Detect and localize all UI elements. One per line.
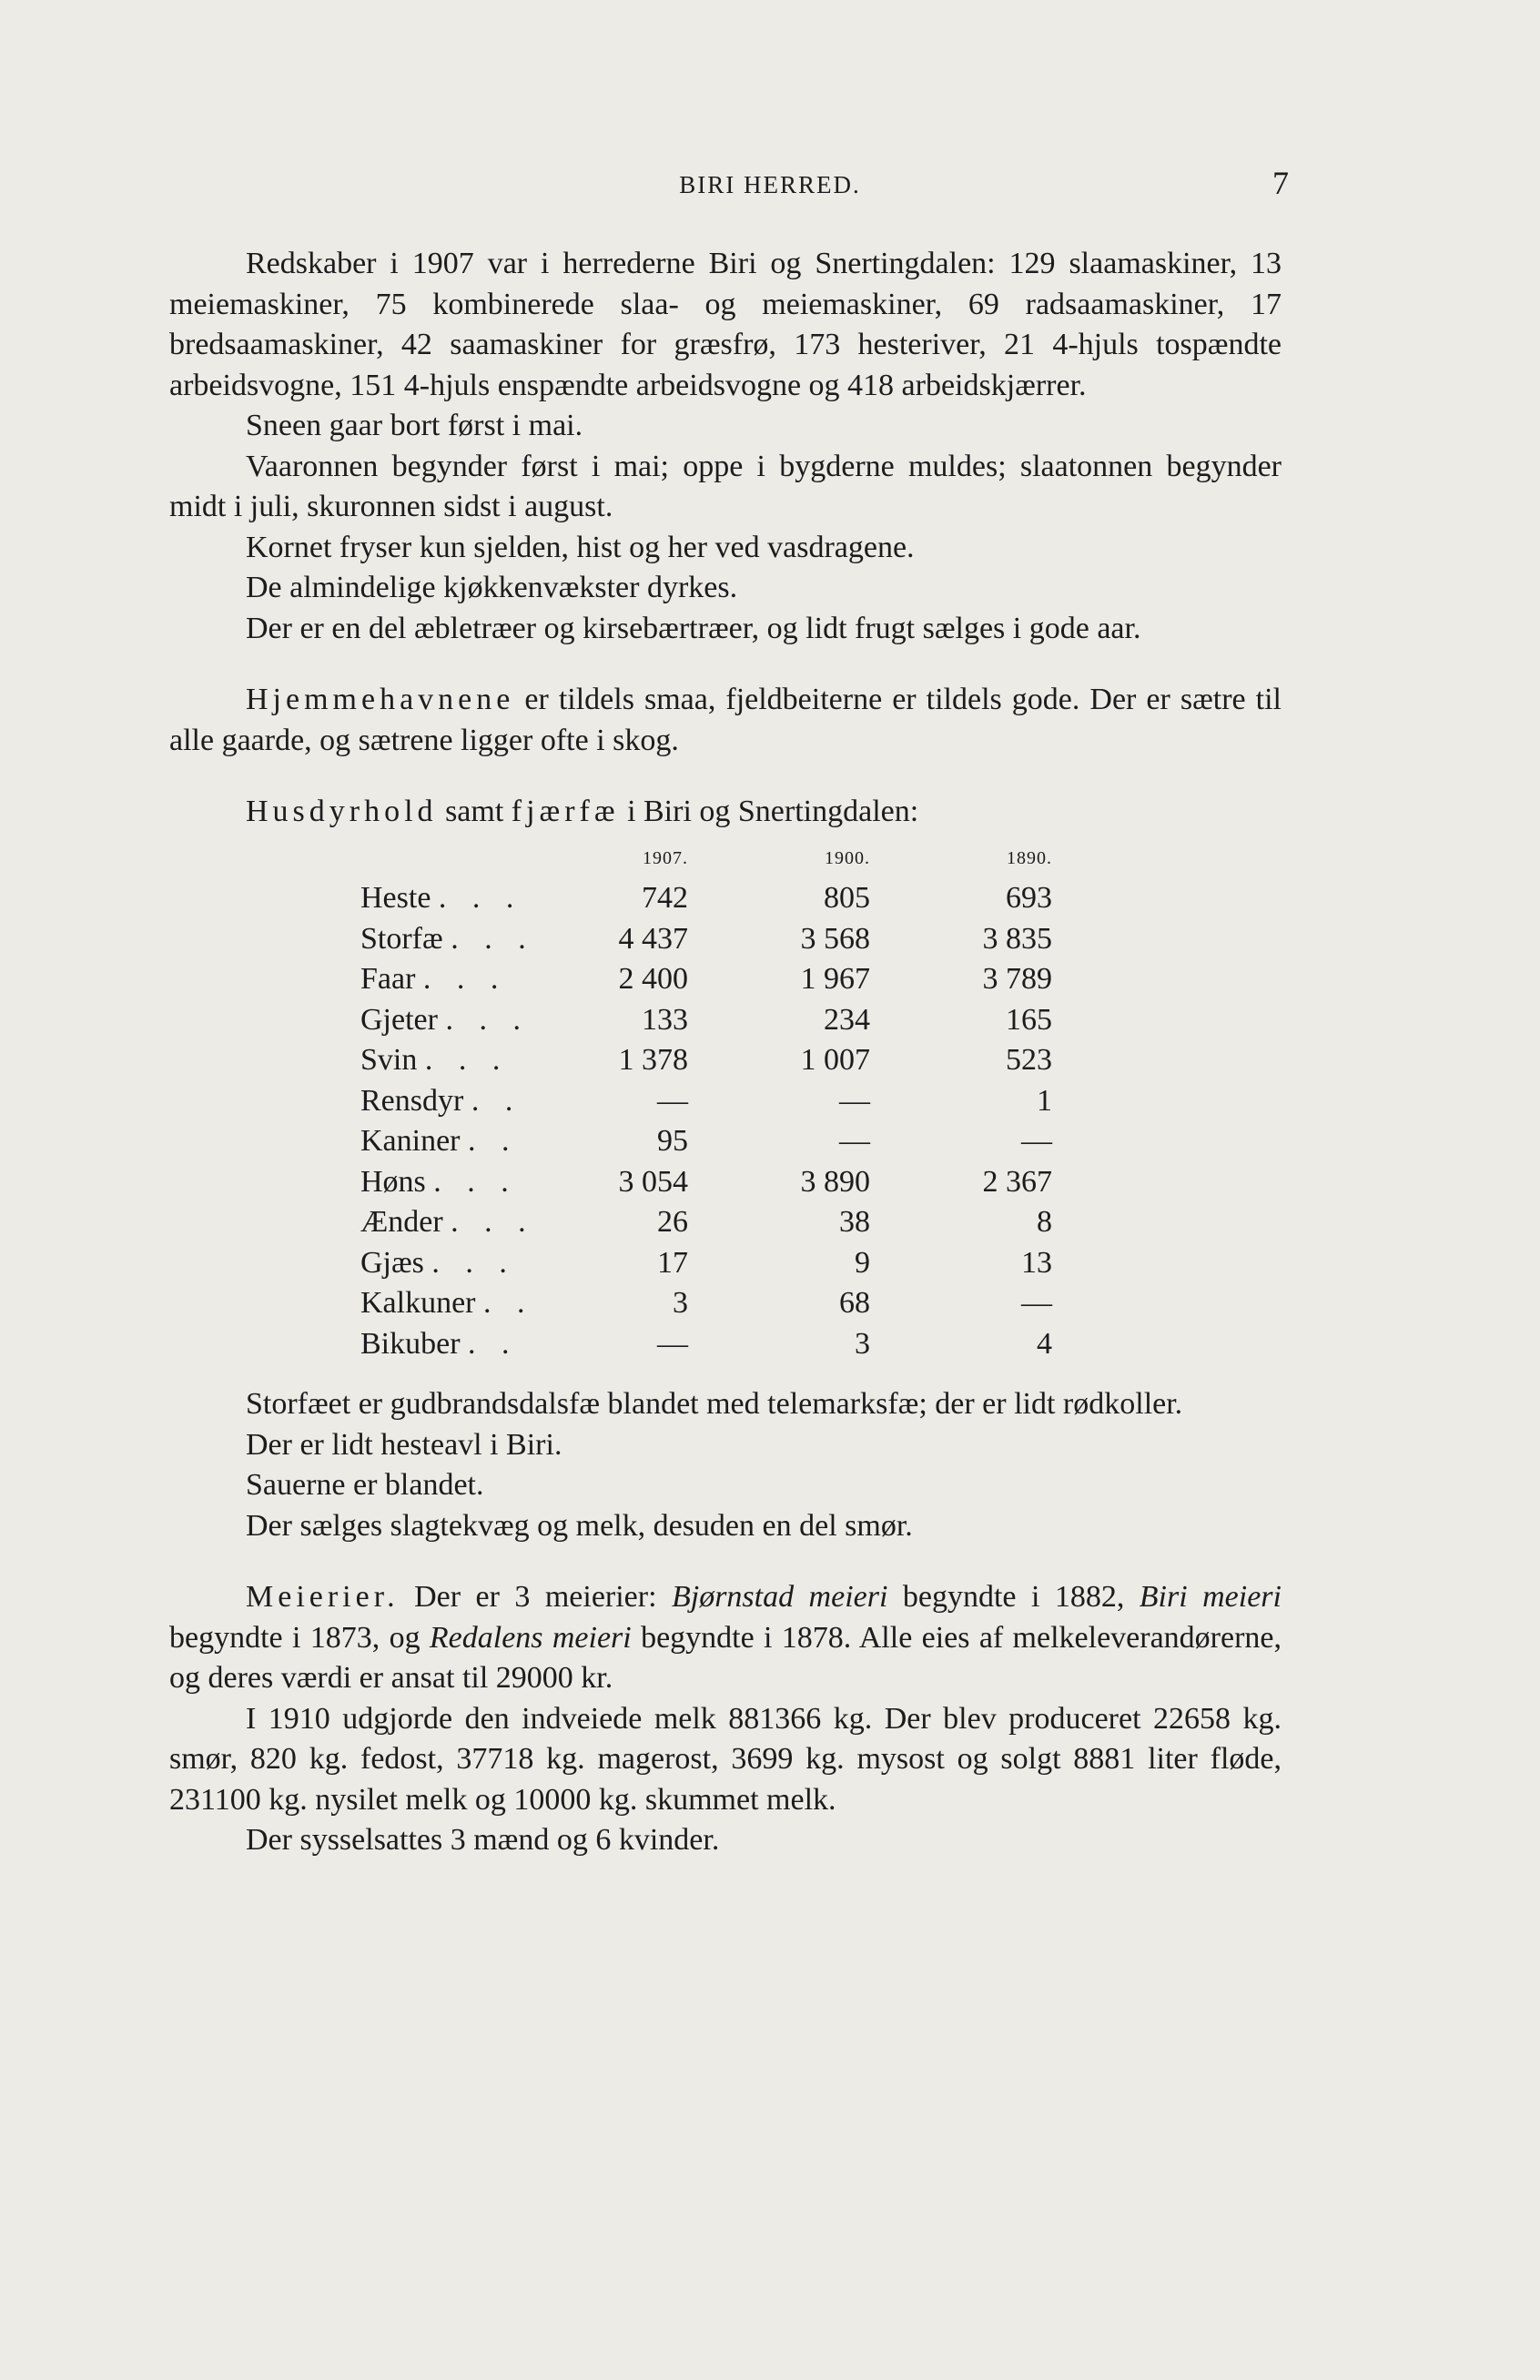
value-cell: 3 bbox=[855, 1326, 870, 1361]
paragraph-storfaeet: Storfæet er gudbrandsdalsfæ blandet med telemarksfæ; der er lidt rødkoller. bbox=[246, 1387, 1183, 1421]
row-label-cell bbox=[360, 1243, 561, 1284]
value-cell: 1 378 bbox=[618, 1043, 688, 1077]
animal-label: Svin bbox=[360, 1043, 418, 1077]
column-header: 1907. bbox=[643, 847, 688, 868]
value-cell: 2 400 bbox=[618, 962, 688, 996]
paragraph-sauerne: Sauerne er blandet. bbox=[246, 1468, 484, 1502]
meieri-name: Bjørnstad meieri bbox=[671, 1580, 888, 1614]
value-cell: 3 789 bbox=[982, 962, 1052, 996]
livestock-heading-word2: fjærfæ bbox=[511, 795, 620, 828]
leader-dots: . . . bbox=[433, 1164, 518, 1199]
value-cell: 234 bbox=[824, 1002, 870, 1037]
leader-dots: . . . bbox=[445, 1002, 530, 1037]
value-cell: 133 bbox=[642, 1002, 688, 1037]
paragraph-sneen: Sneen gaar bort først i mai. bbox=[246, 409, 583, 442]
leader-dots: . . bbox=[468, 1326, 519, 1361]
meieri-name: Redalens meieri bbox=[429, 1620, 632, 1655]
paragraph-vaaronnen: Vaaronnen begynder først i mai; oppe i bygderne muldes; slaatonnen begynder midt i juli, skuronnen sidst i august. bbox=[169, 449, 1282, 523]
value-cell: 1 bbox=[1037, 1083, 1052, 1118]
table-row bbox=[360, 1202, 1052, 1243]
hjemmehavnene-heading: Hjemmehavnene bbox=[246, 683, 515, 716]
row-label-cell bbox=[360, 1283, 561, 1324]
body-text bbox=[169, 244, 1282, 1861]
value-cell: 1 007 bbox=[800, 1043, 870, 1077]
value-cell: 68 bbox=[839, 1286, 870, 1320]
value-cell: — bbox=[839, 1124, 870, 1158]
row-label-cell bbox=[360, 959, 561, 1000]
meierier-text: begyndte i 1878. Alle eies af melkeleverandørerne, og deres værdi er ansat til 29000 kr. bbox=[169, 1620, 1282, 1695]
table-row bbox=[360, 1121, 1052, 1162]
value-cell: 3 568 bbox=[800, 921, 870, 956]
leader-dots: . . bbox=[471, 1083, 522, 1118]
value-cell: 3 bbox=[673, 1286, 688, 1320]
livestock-heading-tail: i Biri og Snertingdalen: bbox=[619, 795, 919, 828]
value-cell: 17 bbox=[657, 1245, 688, 1280]
paragraph-frugt: Der er en del æbletræer og kirsebærtræer, og lidt frugt sælges i gode aar. bbox=[246, 611, 1141, 645]
paragraph-melk-1910: I 1910 udgjorde den indveiede melk 881366 kg. Der blev produceret 22658 kg. smør, 820 kg. fedost, 37718 kg. magerost, 3699 kg. mysost og solgt 8881 liter fløde, 231100 kg. nysilet melk og 10000 kg. skummet melk. bbox=[169, 1701, 1282, 1817]
paragraph-hjemmehavnene bbox=[169, 680, 1282, 761]
animal-label: Kaniner bbox=[360, 1124, 461, 1158]
animal-label: Heste bbox=[360, 881, 431, 915]
livestock-table-body bbox=[360, 878, 1052, 1364]
animal-label: Høns bbox=[360, 1164, 426, 1199]
value-cell: 26 bbox=[657, 1205, 688, 1239]
table-row bbox=[360, 1040, 1052, 1081]
value-cell: 2 367 bbox=[982, 1164, 1052, 1199]
leader-dots: . . . bbox=[438, 881, 523, 915]
value-cell: 742 bbox=[642, 881, 688, 915]
row-label-cell bbox=[360, 1040, 561, 1081]
value-cell: 523 bbox=[1006, 1043, 1052, 1077]
meierier-text: begyndte i 1882, bbox=[887, 1580, 1140, 1614]
leader-dots: . . bbox=[483, 1286, 534, 1320]
paragraph-sysselsattes: Der sysselsattes 3 mænd og 6 kvinder. bbox=[246, 1823, 720, 1857]
column-header: 1890. bbox=[1007, 847, 1052, 868]
livestock-table bbox=[360, 838, 1052, 1365]
meieri-name: Biri meieri bbox=[1139, 1580, 1282, 1614]
page-number: 7 bbox=[1272, 165, 1289, 201]
value-cell: — bbox=[657, 1083, 688, 1118]
row-label-cell bbox=[360, 1081, 561, 1122]
value-cell: 3 890 bbox=[800, 1164, 870, 1199]
column-header: 1900. bbox=[825, 847, 870, 868]
value-cell: 9 bbox=[855, 1245, 870, 1280]
livestock-heading-word1: Husdyrhold bbox=[246, 795, 438, 828]
table-row bbox=[360, 1081, 1052, 1122]
row-label-cell bbox=[360, 1000, 561, 1041]
leader-dots: . . bbox=[468, 1124, 519, 1158]
livestock-heading-mid: samt bbox=[437, 795, 512, 828]
animal-label: Kalkuner bbox=[360, 1286, 476, 1320]
value-cell: 805 bbox=[824, 881, 870, 915]
leader-dots: . . . bbox=[431, 1245, 516, 1280]
value-cell: — bbox=[657, 1326, 688, 1361]
paragraph-meierier bbox=[169, 1577, 1282, 1699]
leader-dots: . . . bbox=[451, 1205, 535, 1239]
value-cell: 693 bbox=[1006, 881, 1052, 915]
row-label-cell bbox=[360, 1162, 561, 1203]
leader-dots: . . . bbox=[451, 921, 535, 956]
value-cell: — bbox=[1021, 1286, 1052, 1320]
leader-dots: . . . bbox=[424, 1043, 510, 1077]
value-cell: 13 bbox=[1021, 1245, 1052, 1280]
livestock-heading bbox=[169, 792, 1282, 833]
paragraph-kjokkenvaekster: De almindelige kjøkkenvækster dyrkes. bbox=[246, 571, 738, 604]
table-row bbox=[360, 1324, 1052, 1365]
row-label-cell bbox=[360, 919, 561, 960]
animal-label: Faar bbox=[360, 962, 416, 996]
value-cell: 1 967 bbox=[800, 962, 870, 996]
animal-label: Rensdyr bbox=[360, 1083, 464, 1118]
animal-label: Bikuber bbox=[360, 1326, 461, 1361]
page-header bbox=[0, 164, 1540, 209]
value-cell: 38 bbox=[839, 1205, 870, 1239]
meierier-text: Der er 3 meierier: bbox=[399, 1580, 672, 1614]
hjemmehavnene-text: er tildels smaa, fjeldbeiterne er tildels gode. Der er sætre til alle gaarde, og sætrene ligger ofte i skog. bbox=[169, 683, 1282, 757]
value-cell: 3 835 bbox=[982, 921, 1052, 956]
value-cell: 8 bbox=[1037, 1205, 1052, 1239]
leader-dots: . . . bbox=[422, 962, 508, 996]
table-row bbox=[360, 878, 1052, 919]
table-row bbox=[360, 1162, 1052, 1203]
table-row bbox=[360, 1243, 1052, 1284]
table-row bbox=[360, 919, 1052, 960]
table-header-row bbox=[360, 838, 1052, 879]
table-row bbox=[360, 959, 1052, 1000]
meierier-heading: Meierier. bbox=[246, 1580, 400, 1614]
meierier-text: begyndte i 1873, og bbox=[169, 1620, 430, 1655]
animal-label: Gjæs bbox=[360, 1245, 424, 1280]
running-title: BIRI HERRED. bbox=[679, 171, 861, 198]
value-cell: 4 bbox=[1037, 1326, 1052, 1361]
value-cell: — bbox=[839, 1083, 870, 1118]
value-cell: 3 054 bbox=[618, 1164, 688, 1199]
row-label-cell bbox=[360, 1202, 561, 1243]
table-row bbox=[360, 1283, 1052, 1324]
paragraph-kornet: Kornet fryser kun sjelden, hist og her ved vasdragene. bbox=[246, 530, 915, 564]
value-cell: 95 bbox=[657, 1124, 688, 1158]
paragraph-redskaber: Redskaber i 1907 var i herrederne Biri og Snertingdalen: 129 slaamaskiner, 13 meiemaskiner, 75 kombinerede slaa- og meiemaskiner, 69 radsaamaskiner, 17 bredsaamaskiner, 42 saamaskiner for græsfrø, 173 hesteriver, 21 4-hjuls tospændte arbeidsvogne, 151 4-hjuls enspændte arbeidsvogne og 418 arbeidskjærrer. bbox=[169, 247, 1282, 402]
value-cell: — bbox=[1021, 1124, 1052, 1158]
animal-label: Storfæ bbox=[360, 921, 443, 956]
row-label-cell bbox=[360, 1324, 561, 1365]
animal-label: Gjeter bbox=[360, 1002, 438, 1037]
paragraph-slagtekvaeg: Der sælges slagtekvæg og melk, desuden en del smør. bbox=[246, 1508, 913, 1543]
table-row bbox=[360, 1000, 1052, 1041]
paragraph-hesteavl: Der er lidt hesteavl i Biri. bbox=[246, 1427, 562, 1462]
animal-label: Ænder bbox=[360, 1205, 443, 1239]
row-label-cell bbox=[360, 1121, 561, 1162]
value-cell: 4 437 bbox=[618, 921, 688, 956]
row-label-cell bbox=[360, 878, 561, 919]
value-cell: 165 bbox=[1006, 1002, 1052, 1037]
